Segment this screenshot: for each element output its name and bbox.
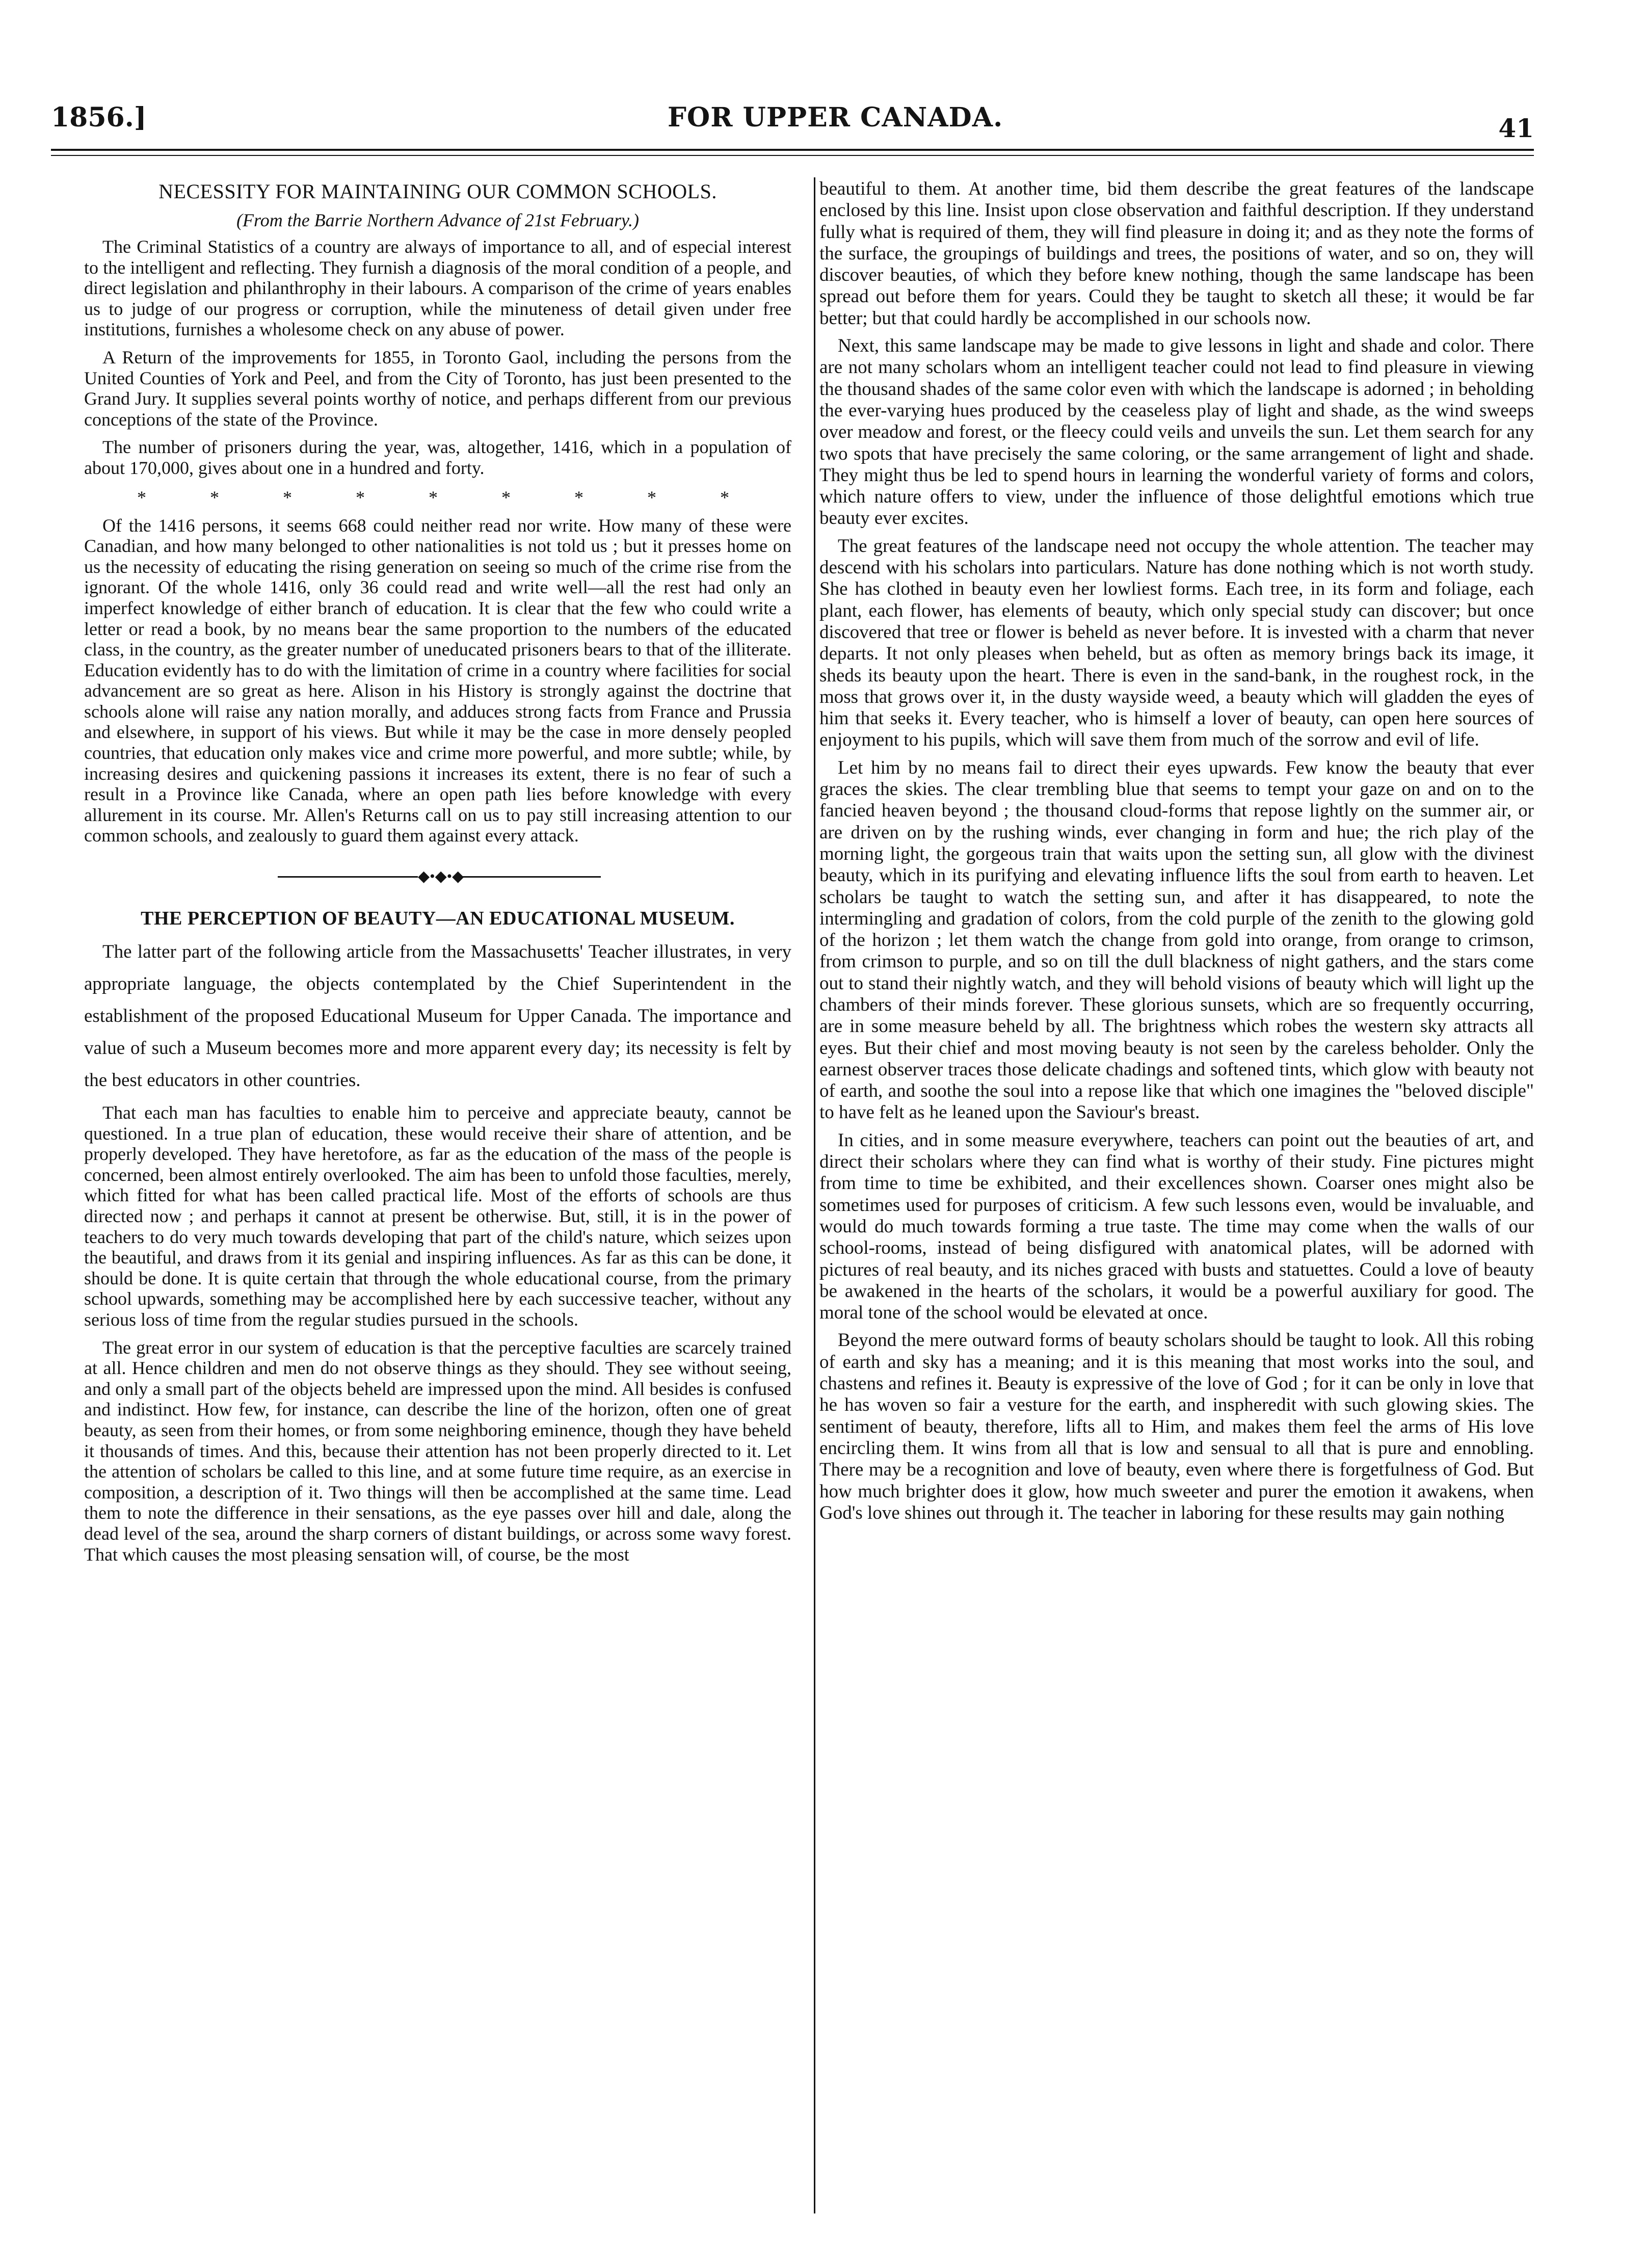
running-head-title: FOR UPPER CANADA.: [668, 102, 1003, 133]
paragraph: Beyond the mere outward forms of beauty scholars should be taught to look. All this robing of earth and sky has a meaning; and it is this meaning that most works into the soul, and chastens and refines it. Beauty is expressive of the love of God ; for it can be only in love that he has woven so fair a vesture for the earth, and inspheredit with such glowing skies. The sentiment of beauty, therefore, lifts all to Him, and makes them feel the arms of His love encircling them. It wins from all that is low and sensual to all that is pure and ennobling. There may be a recognition and love of beauty, even where there is forgetfulness of God. But how much brighter does it glow, how much sweeter and purer the emotion it awakens, when God's love shines out through it. The teacher in laboring for these results may gain nothing: [819, 1330, 1534, 1523]
page-number: 41: [1498, 113, 1534, 143]
running-head: [51, 87, 1534, 143]
paragraph: The great features of the landscape need not occupy the whole attention. The teacher may descend with his scholars into particulars. Nature has done nothing which is not worth study. She has clothed in beauty even her lowliest forms. Each tree, in its form and foliage, each plant, each flower, has elements of beauty, which only special study can discover; but once discovered that tree or flower is beheld as never before. It is invested with a charm that never departs. It not only pleases when beheld, but as often as memory brings back its image, it sheds its beauty upon the heart. There is even in the sand-bank, in the roughest rock, in the moss that grows over it, in the dusty wayside weed, a beauty which will gladden the eyes of him that seeks it. Every teacher, who is himself a lover of beauty, can open here sources of enjoyment to his pupils, which will save them from much of the sorrow and evil of life.: [819, 535, 1534, 751]
lead-paragraph: The latter part of the following article from the Massachusetts' Teacher illustrates, in very appropriate language, the objects contemplated by the Chief Superintendent in the establishment of the proposed Educational Museum for Upper Canada. The importance and value of such a Museum becomes more and more apparent every day; its necessity is felt by the best educators in other countries.: [84, 941, 791, 1091]
paragraph: A Return of the improvements for 1855, in Toronto Gaol, including the persons from the United Counties of York and Peel, and from the City of Toronto, has just been presented to the Grand Jury. It supplies several points worthy of notice, and perhaps different from our previous conceptions of the state of the Province.: [84, 347, 791, 430]
header-rule-bottom: [51, 155, 1534, 156]
ornamental-divider: [84, 866, 791, 887]
section-break-stars: * * * * * * * * *: [137, 487, 759, 508]
paragraph: The great error in our system of education is that the perceptive faculties are scarcely trained at all. Hence children and men do not observe things as they should. They see without seeing, and only a small part of the objects beheld are impressed upon the mind. All besides is confused and indistinct. How few, for instance, can describe the line of the horizon, often one of great beauty, as seen from their homes, or from some neighboring eminence, though they have beheld it thousands of times. And this, because their attention has not been properly directed to it. Let the attention of scholars be called to this line, and at some future time require, as an exercise in composition, a description of it. Two things will then be accomplished at the same time. Lead them to note the difference in their sensations, as the eye passes over hill and dale, along the dead level of the sea, around the sharp corners of distant buildings, or across some wavy forest. That which causes the most pleasing sensation will, of course, be the most: [84, 1337, 791, 1565]
paragraph: The number of prisoners during the year, was, altogether, 1416, which in a population of about 170,000, gives about one in a hundred and forty.: [84, 437, 791, 478]
left-column: [84, 178, 791, 2212]
running-head-year: 1856.]: [51, 102, 147, 133]
article-source: (From the Barrie Northern Advance of 21st February.): [236, 210, 639, 230]
paragraph: That each man has faculties to enable him to perceive and appreciate beauty, cannot be questioned. In a true plan of education, these would receive their share of attention, and be properly developed. They have heretofore, as far as the education of the mass of the people is concerned, been almost entirely overlooked. The aim has been to unfold those faculties, merely, which fitted for what has been called practical life. Most of the efforts of schools are thus directed now ; and perhaps it cannot at present be otherwise. But, still, it is in the power of teachers to do very much towards developing that part of the child's nature, which seizes upon the beautiful, and draws from it its genial and inspiring influences. As far as this can be done, it should be done. It is quite certain that through the whole educational course, from the primary school upwards, something may be accomplished here by each successive teacher, without any serious loss of time from the regular studies pursued in the schools.: [84, 1102, 791, 1330]
article-heading-schools: NECESSITY FOR MAINTAINING OUR COMMON SCHOOLS.: [158, 180, 717, 203]
divider-ornament: ◆•◆•◆: [418, 866, 459, 887]
paragraph: In cities, and in some measure everywhere, teachers can point out the beauties of art, and direct their scholars where they can find what is worthy of their study. Fine pictures might from time to time be exhibited, and their excellences shown. Coarser ones might also be sometimes used for purposes of criticism. A few such lessons even, would be invaluable, and would do much towards forming a true taste. The time may come when the walls of our school-rooms, instead of being disfigured with anatomical plates, will be adorned with pictures of real beauty, and its niches graced with busts and statuettes. Could a love of beauty be awakened in the hearts of the scholars, it would be a powerful auxiliary for good. The moral tone of the school would be elevated at once.: [819, 1129, 1534, 1324]
right-column: [819, 178, 1534, 2212]
paragraph: The Criminal Statistics of a country are always of importance to all, and of especial interest to the intelligent and reflecting. They furnish a diagnosis of the moral condition of a people, and direct legislation and philanthrophy in their labours. A comparison of the crime of years enables us to judge of our progress or corruption, while the minuteness of detail given under free institutions, furnishes a wholesome check on any abuse of power.: [84, 236, 791, 340]
paragraph: Let him by no means fail to direct their eyes upwards. Few know the beauty that ever graces the skies. The clear trembling blue that seems to tempt your gaze on and on to the fancied heaven beyond ; the thousand cloud-forms that repose lightly on the summer air, or are driven on by the rushing winds, ever changing in form and hue; the rich play of the morning light, the gorgeous train that waits upon the setting sun, all glow with the divinest beauty, which in its purifying and elevating influence lifts the soul from earth to heaven. Let scholars be taught to watch the setting sun, and after it has disappeared, to note the intermingling and gradation of colors, from the cold purple of the zenith to the glowing gold of the horizon ; let them watch the change from gold into orange, from orange to crimson, from crimson to purple, and so on till the dull blackness of night gathers, and the stars come out to stand their nightly watch, and they will behold visions of beauty which will light up the chambers of their minds forever. These glorious sunsets, which are so frequently occurring, are in some measure beheld by all. The brightness which robes the western sky attracts all eyes. But their chief and most moving beauty is not seen by the careless beholder. Only the earnest observer traces those delicate chadings and softened tints, which glow with beauty not of earth, and soothe the soul into a repose like that which one imagines the "beloved disciple" to have felt as he leaned upon the Saviour's breast.: [819, 757, 1534, 1123]
paragraph-continued: beautiful to them. At another time, bid them describe the great features of the landscape enclosed by this line. Insist upon close observation and faithful description. If they understand fully what is required of them, they will find pleasure in doing it; and as they note the forms of the surface, the groupings of buildings and trees, the positions of water, and so on, they will discover beauties, of which they before knew nothing, though the same landscape has been spread out before them for years. Could they be taught to sketch all these; it would be far better; but that could hardly be accomplished in our schools now.: [819, 178, 1534, 329]
paragraph: Next, this same landscape may be made to give lessons in light and shade and color. There are not many scholars whom an intelligent teacher could not lead to find pleasure in viewing the thousand shades of the same color even with which the landscape is adorned ; in beholding the ever-varying hues produced by the ceaseless play of light and shade, as the wind sweeps over meadow and forest, or the fleecy could veils and unveils the sun. Let them search for any two spots that have precisely the same coloring, or the same arrangement of light and shade. They might thus be led to spend hours in learning the wonderful variety of forms and colors, which nature offers to view, under the influence of those delightful emotions which true beauty ever excites.: [819, 335, 1534, 529]
column-divider: [814, 177, 815, 2213]
paragraph: Of the 1416 persons, it seems 668 could neither read nor write. How many of these were Canadian, and how many belonged to other nationalities is not told us ; but it presses home on us the necessity of educating the rising generation on seeing so much of the crime rise from the ignorant. Of the whole 1416, only 36 could read and write well—all the rest had only an imperfect knowledge of either branch of education. It is clear that the few who could write a letter or read a book, by no means bear the same proportion to the numbers of the educated class, in the country, as the greater number of uneducated prisoners bears to that of the illiterate. Education evidently has to do with the limitation of crime in a country where facilities for social advancement are so great as here. Alison in his History is strongly against the doctrine that schools alone will raise any nation morally, and adduces strong facts from France and Prussia and elsewhere, in support of his views. But while it may be the case in more densely peopled countries, that education only makes vice and crime more powerful, and more subtle; while, by increasing desires and quickening passions it increases its extent, there is no fear of such a result in a Province like Canada, where an open path lies before knowledge with every allurement in its course. Mr. Allen's Returns call on us to pay still increasing attention to our common schools, and zealously to guard them against every attack.: [84, 515, 791, 846]
header-rule-top: [51, 149, 1534, 151]
article-heading-beauty: THE PERCEPTION OF BEAUTY—AN EDUCATIONAL MUSEUM.: [141, 908, 735, 930]
